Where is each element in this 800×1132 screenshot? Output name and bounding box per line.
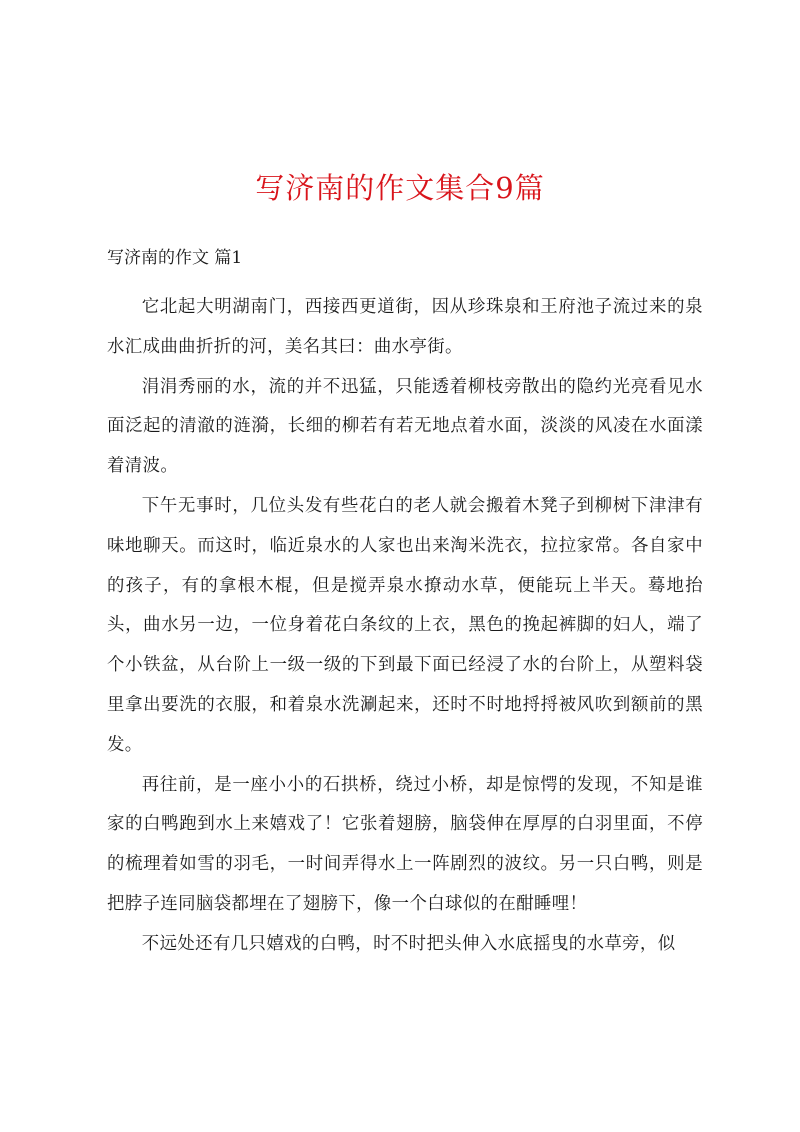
paragraph: 涓涓秀丽的水，流的并不迅猛，只能透着柳枝旁散出的隐约光亮看见水面泛起的清澈的涟漪，长细的柳若有若无地点着水面，淡淡的风凌在水面漾着清波。: [107, 376, 703, 477]
paragraph: 下午无事时，几位头发有些花白的老人就会搬着木凳子到柳树下津津有味地聊天。而这时，临近泉水的人家也出来淘米洗衣，拉拉家常。各自家中的孩子，有的拿根木棍，但是搅弄泉水撩动水草，便能玩上半天。蓦地抬头，曲水另一边，一位身着花白条纹的上衣，黑色的挽起裤脚的妇人，端了个小铁盆，从台阶上一级一级的下到最下面已经浸了水的台阶上，从塑料袋里拿出要洗的衣服，和着泉水洗涮起来，还时不时地捋捋被风吹到额前的黑发。: [107, 495, 703, 755]
section-heading: 写济南的作文 篇1: [107, 248, 243, 268]
paragraph: 不远处还有几只嬉戏的白鸭，时不时把头伸入水底摇曳的水草旁，似: [141, 933, 676, 954]
paragraph: 再往前，是一座小小的石拱桥，绕过小桥，却是惊愕的发现，不知是谁家的白鸭跑到水上来嬉戏了！它张着翅膀，脑袋伸在厚厚的白羽里面，不停的梳理着如雪的羽毛，一时间弄得水上一阵剧烈的波纹。另一只白鸭，则是把脖子连同脑袋都埋在了翅膀下，像一个白球似的在酣睡哩！: [107, 774, 703, 914]
document-body: [107, 288, 703, 965]
document-title: 写济南的作文集合9篇: [255, 171, 545, 205]
paragraph: 它北起大明湖南门，西接西更道街，因从珍珠泉和王府池子流过来的泉水汇成曲曲折折的河，美名其曰：曲水亭街。: [107, 297, 703, 357]
